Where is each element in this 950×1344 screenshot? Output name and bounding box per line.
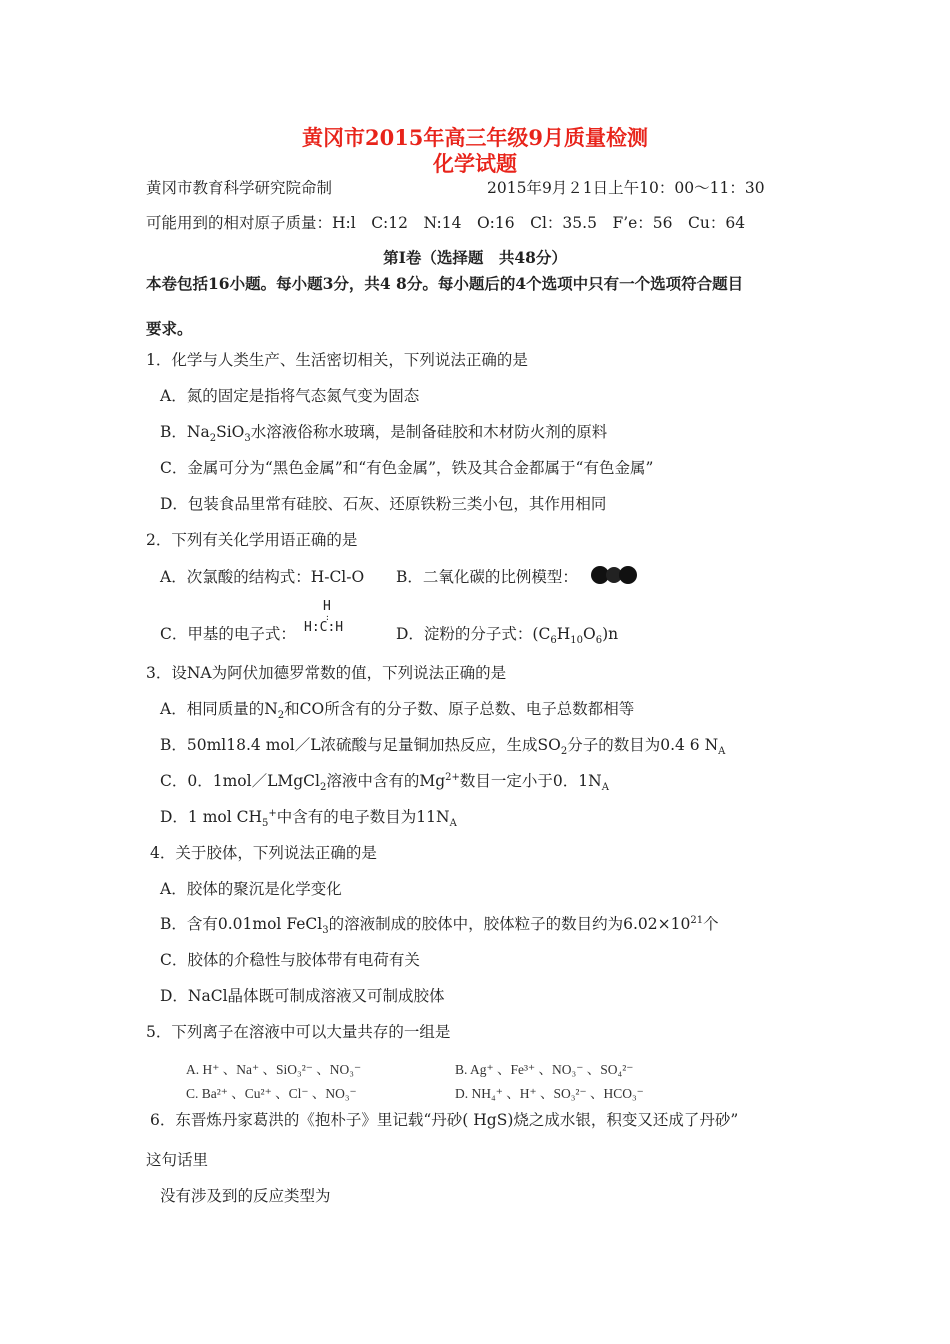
q3-option-d: D．1 mol $CH_5^+$中含有的电子数目为$11N_A$ (160, 807, 457, 830)
exam-subtitle: 化学试题 (433, 151, 517, 176)
methyl-mid: H:C:H (304, 620, 344, 635)
q4-option-a: A．胶体的聚沉是化学变化 (160, 880, 342, 898)
q3-option-c: C．0．1mol／LMgCl$_2$溶液中含有的$Mg^{2+}$数目一定小于0．$1N_A$ (160, 771, 609, 794)
q4-option-b: B．含有0.01mol FeCl$_3$的溶液制成的胶体中，胶体粒子的数目约为$6.02\times 10^{21}$个 (160, 914, 719, 937)
q5-stem: 5．下列离子在溶液中可以大量共存的一组是 (146, 1023, 451, 1041)
q2-option-d: D．淀粉的分子式：$(C_6H_{10}O_6)n$ (396, 625, 619, 647)
q1-option-b: B．$Na_2SiO_3$水溶液俗称水玻璃，是制备硅胶和木材防火剂的原料 (160, 423, 608, 445)
q1-option-a: A．氮的固定是指将气态氮气变为固态 (160, 387, 420, 405)
q2-stem: 2．下列有关化学用语正确的是 (146, 531, 358, 549)
q6-line-2: 这句话里 (146, 1151, 209, 1169)
q5-option-c: C. Ba²⁺ 、Cu²⁺ 、Cl⁻ 、NO₃⁻ (186, 1086, 357, 1101)
q1-option-c: C．金属可分为“黑色金属”和“有色金属”，铁及其合金都属于“有色金属” (160, 459, 654, 477)
q2-option-b: B．二氧化碳的比例模型： (396, 568, 578, 586)
q5-option-b: B. Ag⁺ 、Fe³⁺ 、NO₃⁻ 、SO₄²⁻ (455, 1062, 634, 1077)
section-instruction-2: 要求。 (146, 319, 193, 338)
q4-stem: 4．关于胶体，下列说法正确的是 (150, 844, 377, 862)
methyl-top-h: H (323, 599, 331, 614)
q1-option-d: D．包装食品里常有硅胶、石灰、还原铁粉三类小包，其作用相同 (160, 495, 607, 513)
q1-stem: 1．化学与人类生产、生活密切相关，下列说法正确的是 (146, 351, 528, 369)
section-instruction-1: 本卷包括16小题。每小题3分，共4 8分。每小题后的4个选项中只有一个选项符合题目 (146, 274, 744, 293)
q6-stem: 6．东晋炼丹家葛洪的《抱朴子》里记载“丹砂( HgS)烧之成水银，积变又还成了丹砂” (150, 1111, 739, 1129)
atomic-mass-line: 可能用到的相对原子质量：H:l C:12 N:14 O:16 Cl：35.5 F’e：56 Cu：64 (146, 214, 746, 232)
q5-option-a: A. H⁺ 、Na⁺ 、SiO₃²⁻ 、NO₃⁻ (186, 1062, 362, 1077)
q4-option-d: D．NaCl晶体既可制成溶液又可制成胶体 (160, 987, 445, 1005)
q3-option-b: B．50ml18.4 mol／L浓硫酸与足量铜加热反应，生成$SO_2$分子的数目为0.4 6 $N_A$ (160, 736, 726, 758)
methyl-electron-formula: H : H:C:H (304, 599, 344, 635)
q2-option-a: A．次氯酸的结构式：H-Cl-O (160, 568, 365, 586)
q3-option-a: A．相同质量的$N_2$和CO所含有的分子数、原子总数、电子总数都相等 (160, 700, 635, 722)
q4-option-c: C．胶体的介稳性与胶体带有电荷有关 (160, 951, 420, 969)
q5-option-d: D. NH₄⁺ 、H⁺ 、SO₃²⁻ 、HCO₃⁻ (455, 1086, 644, 1101)
q2-option-c: C．甲基的电子式： (160, 625, 296, 643)
q3-stem: 3．设NA为阿伏加德罗常数的值，下列说法正确的是 (146, 664, 507, 682)
q6-line-3: 没有涉及到的反应类型为 (160, 1187, 331, 1205)
issuer-text: 黄冈市教育科学研究院命制 (146, 179, 333, 197)
exam-time: 2015年9月２1日上午10：00～11：30 (487, 179, 765, 197)
section-heading: 第I卷（选择题 共48分） (383, 248, 567, 267)
exam-title: 黄冈市2015年高三年级9月质量检测 (301, 125, 649, 150)
co2-model-icon (586, 564, 642, 586)
